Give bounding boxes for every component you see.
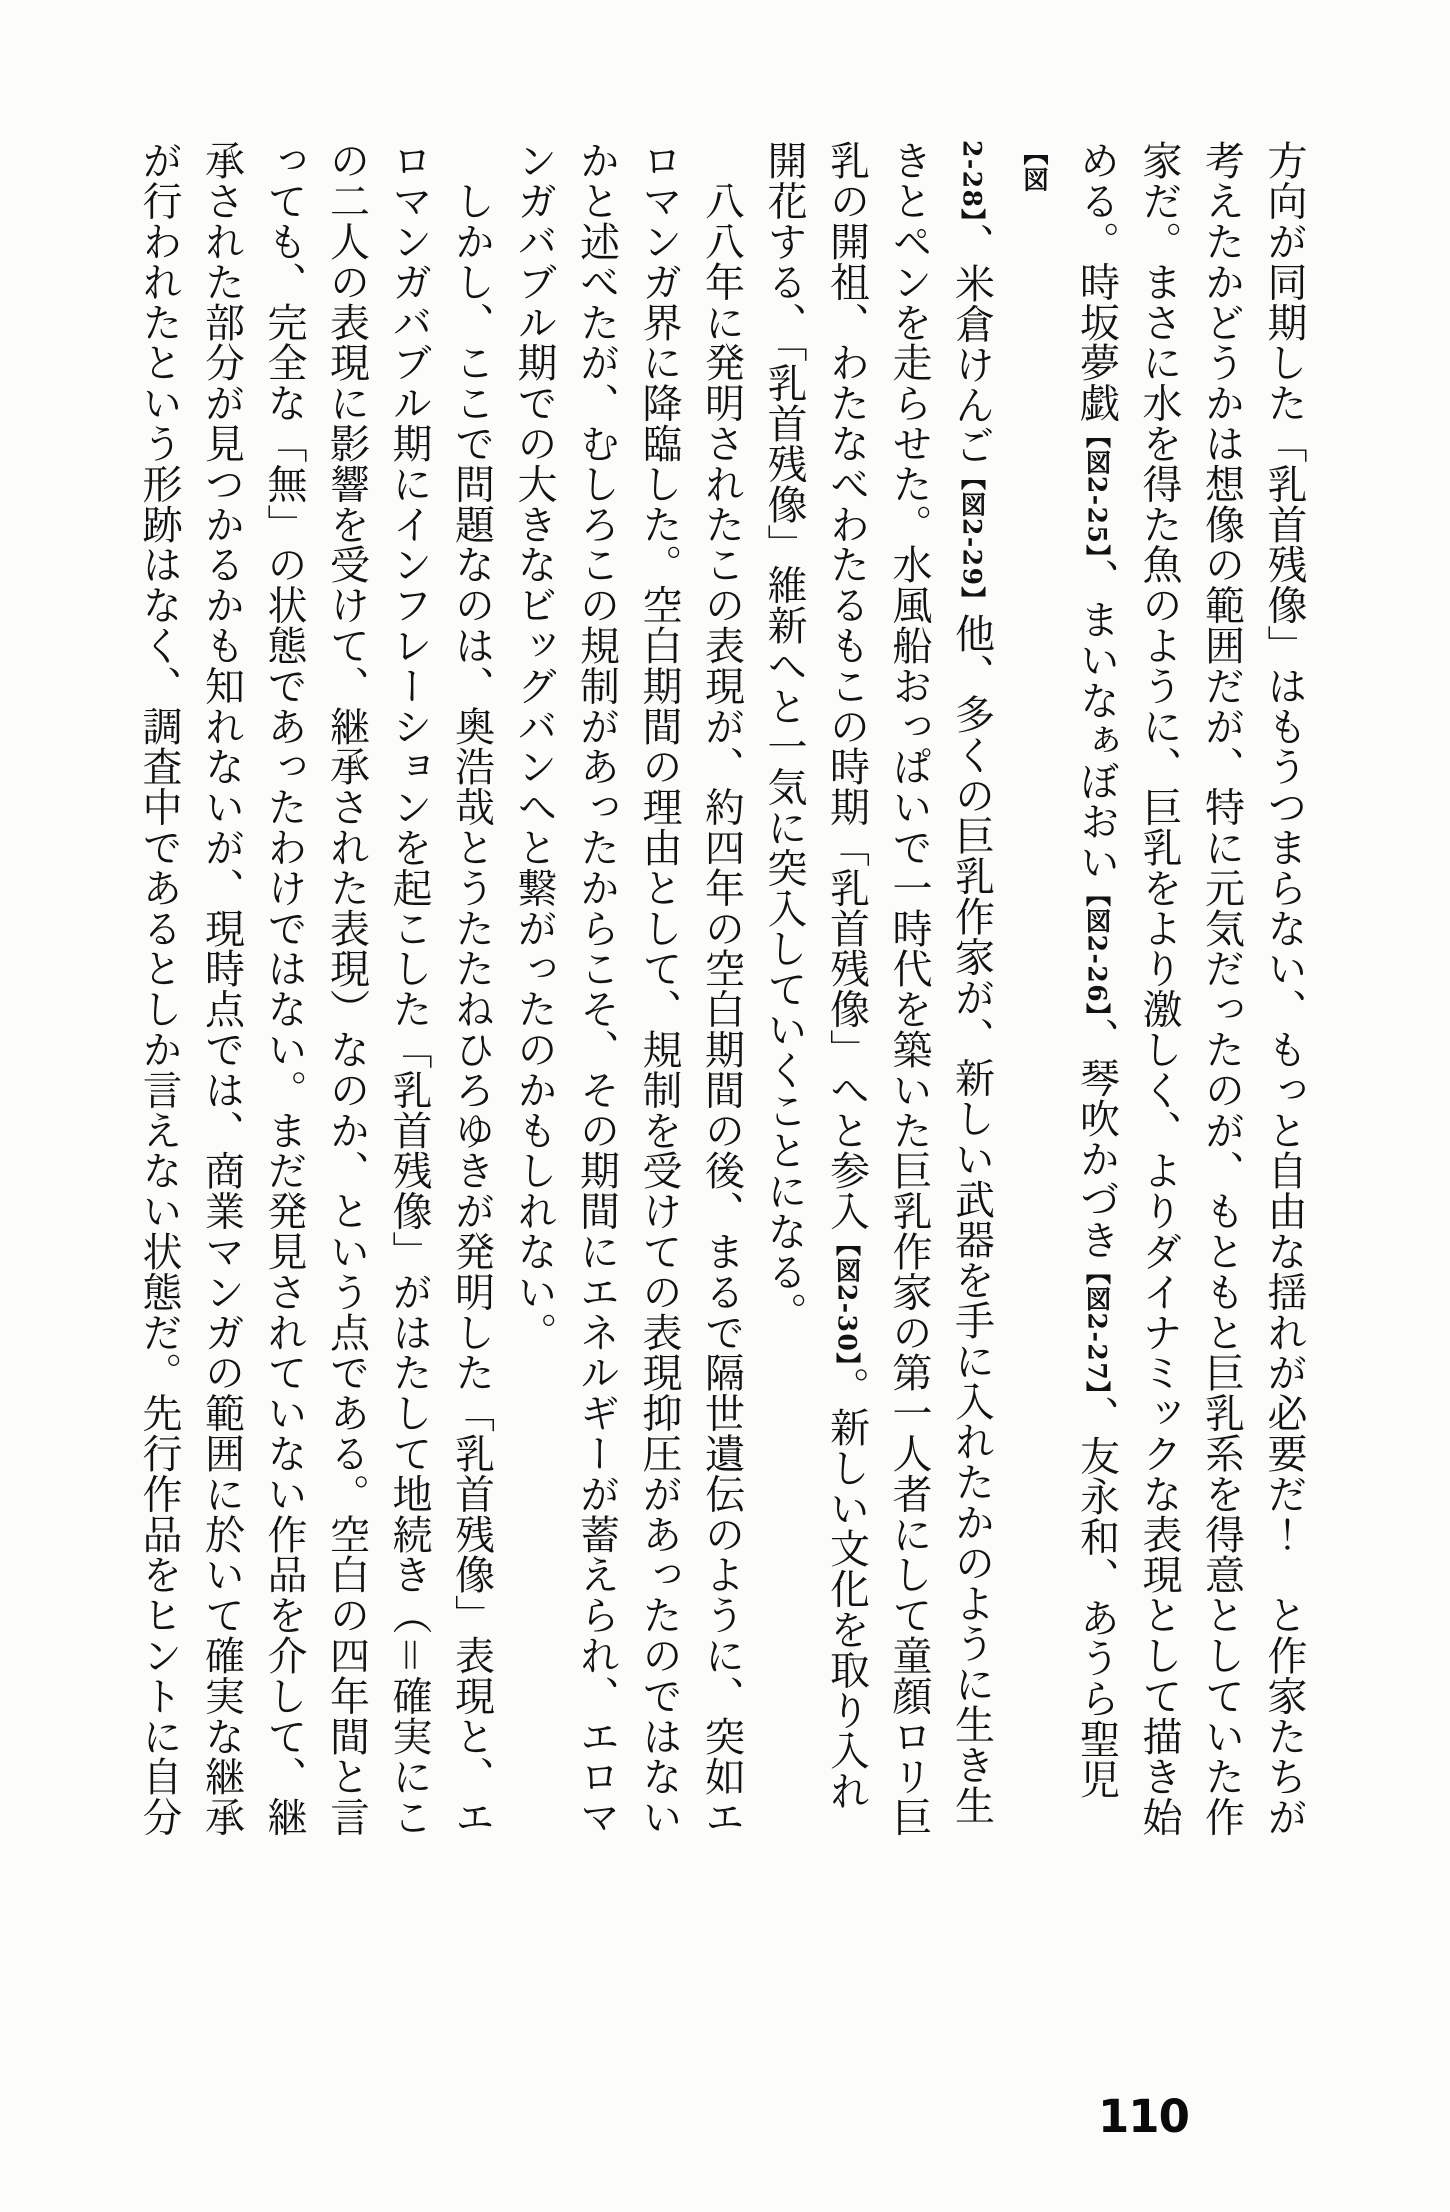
text-segment: 方向が同期した「乳首残像」はもうつまらない、もっと自由な揺れが必要だ！ と作家たちが: [1261, 140, 1307, 1837]
text-column: [1128, 140, 1191, 1840]
text-segment: しかし、ここで問題なのは、奥浩哉とうたたねひろゆきが発明した「乳首残像」表現と、エ: [448, 140, 495, 1837]
figure-reference: 【図2-26】: [1082, 881, 1112, 1018]
text-segment: 承された部分が見つかるかも知れないが、現時点では、商業マンガの範囲に於いて確実な継承: [198, 140, 245, 1837]
text-column: [128, 140, 191, 1840]
vertical-text-block: [136, 140, 1315, 1840]
text-segment: 家だ。まさに水を得た魚のように、巨乳をより激しく、よりダイナミックな表現として描き始: [1136, 140, 1182, 1837]
text-segment: の二人の表現に影響を受けて、継承された表現）なのか、という点である。空白の四年間と言: [323, 140, 370, 1837]
figure-reference: 【図2-25】: [1082, 422, 1112, 559]
text-segment: っても、完全な「無」の状態であったわけではない。まだ発見されていない作品を介して、継: [261, 140, 307, 1837]
text-column: [1190, 140, 1253, 1840]
figure-reference: 【図2-29】: [957, 464, 987, 614]
text-segment: 考えたかどうかは想像の範囲だが、特に元気だったのが、もともと巨乳系を得意としていた作: [1198, 140, 1245, 1837]
text-segment: 、琴吹かづき: [1073, 1017, 1120, 1260]
figure-reference: 【図2-30】: [832, 1230, 862, 1367]
text-column: [878, 140, 941, 1840]
text-column: [940, 140, 1003, 1840]
text-column: [503, 140, 566, 1840]
figure-reference: 【図: [1020, 140, 1049, 193]
text-column: [1253, 140, 1316, 1840]
text-segment: 八八年に発明されたこの表現が、約四年の空白期間の後、まるで隔世遺伝のように、突如エ: [698, 140, 745, 1837]
text-column: [753, 140, 816, 1840]
text-column: [315, 140, 378, 1840]
text-column: [440, 140, 503, 1840]
text-segment: める。時坂夢戯: [1073, 140, 1120, 423]
text-segment: 、友永和、あうら聖児: [1073, 1395, 1120, 1800]
text-segment: 開花する、「乳首残像」維新へと一気に突入していくことになる。: [761, 140, 807, 1332]
text-column: [190, 140, 253, 1840]
figure-reference: 【図2-27】: [1082, 1259, 1112, 1396]
text-column: [1003, 140, 1128, 1840]
text-column: [628, 140, 691, 1840]
text-segment: きとペンを走らせた。水風船おっぱいで一時代を築いた巨乳作家の第一人者にして童顔ロリ巨: [886, 140, 932, 1837]
text-column: [565, 140, 628, 1840]
text-segment: 。新しい文化を取り入れ: [823, 1366, 870, 1811]
page-number: 110: [1098, 2090, 1189, 2143]
text-segment: 他、多くの巨乳作家が、新しい武器を手に入れたかのように生き生: [948, 613, 995, 1826]
text-segment: 乳の開祖、わたなべわたるもこの時期「乳首残像」へと参入: [823, 140, 870, 1231]
text-column: [815, 140, 878, 1840]
text-column: [253, 140, 316, 1840]
text-segment: ンガバブル期での大きなビッグバンへと繋がったのかもしれない。: [511, 140, 557, 1352]
text-column: [690, 140, 753, 1840]
figure-reference: 2-28】: [957, 140, 987, 223]
text-segment: かと述べたが、むしろこの規制があったからこそ、その期間にエネルギーが蓄えられ、エロマ: [573, 140, 620, 1837]
text-segment: が行われたという形跡はなく、調査中であるとしか言えない状態だ。先行作品をヒントに自分: [136, 140, 182, 1837]
text-segment: ロマンガバブル期にインフレーションを起こした「乳首残像」がはたして地続き（＝確実にこ: [386, 140, 432, 1837]
text-segment: 、米倉けんご: [948, 222, 995, 465]
text-segment: 、まいなぁぼおい: [1073, 558, 1120, 882]
text-segment: ロマンガ界に降臨した。空白期間の理由として、規制を受けての表現抑圧があったのではない: [636, 140, 682, 1837]
text-column: [378, 140, 441, 1840]
